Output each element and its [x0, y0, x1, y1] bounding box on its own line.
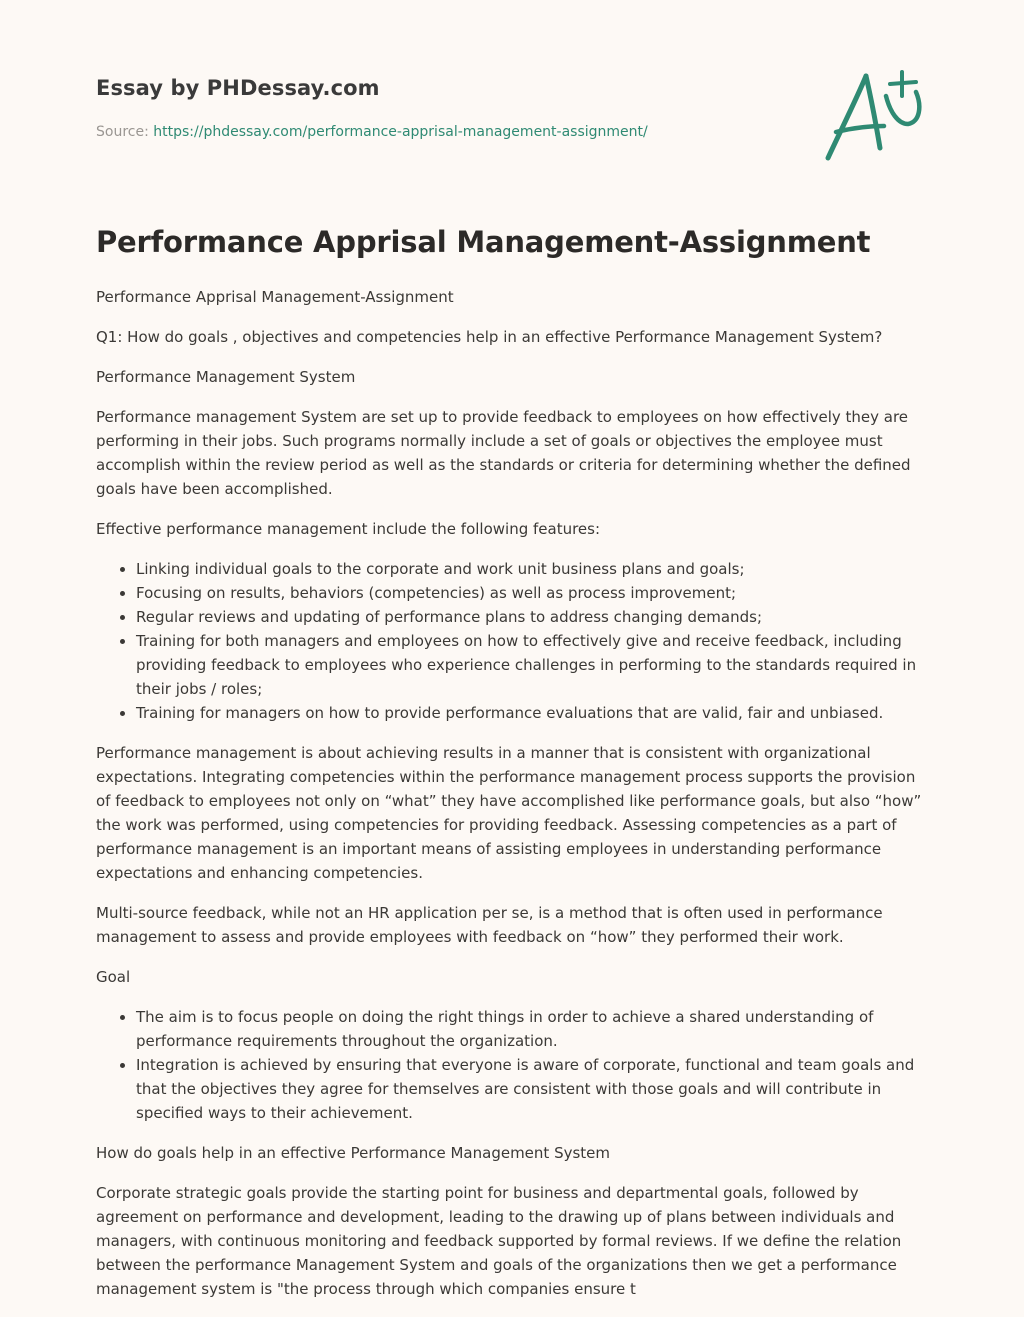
question-heading: Q1: How do goals , objectives and competencies help in an effective Performance Management System? — [96, 328, 883, 346]
section-heading: How do goals help in an effective Performance Management System — [96, 1144, 610, 1162]
paragraph: Performance management System are set up to provide feedback to employees on how effectively they are performing in their jobs. Such programs normally include a set of goals or objectives the employee must accomplish within the review period as well as the standards or criteria for determining whether the defined goals have been accomplished. — [96, 408, 911, 498]
source-link[interactable]: https://phdessay.com/performance-apprisal-management-assignment/ — [153, 124, 648, 140]
list-item: • Linking individual goals to the corporate and work unit business plans and goals; — [136, 557, 934, 581]
source-label: Source: — [96, 124, 149, 140]
essay-content — [96, 285, 934, 1317]
paragraph: Effective performance management include the following features: — [96, 520, 601, 538]
list-item: • Training for managers on how to provide performance evaluations that are valid, fair and unbiased. — [136, 701, 934, 725]
paragraph: Multi-source feedback, while not an HR application per se, is a method that is often used in performance management to assess and provide employees with feedback on “how” they performed their work. — [96, 904, 883, 946]
goal-list — [96, 1005, 934, 1125]
features-list — [96, 557, 934, 725]
site-brand: Essay by PHDessay.com — [96, 76, 380, 100]
list-item: • The aim is to focus people on doing the right things in order to achieve a shared understanding of performance requirements throughout the organization. — [136, 1005, 934, 1053]
list-item: • Integration is achieved by ensuring that everyone is aware of corporate, functional and team goals and that the objectives they agree for themselves are consistent with those goals and will contribute in specified ways to their achievement. — [136, 1053, 934, 1125]
paragraph: Performance management is about achieving results in a manner that is consistent with organizational expectations. Integrating competencies within the performance management process supports the provision of feedback to employees not only on “what” they have accomplished like performance goals, but also “how” the work was performed, using competencies for providing feedback. Assessing competencies as a part of performance management is an important means of assisting employees in understanding performance expectations and enhancing competencies. — [96, 744, 922, 882]
list-item: • Focusing on results, behaviors (competencies) as well as process improvement; — [136, 581, 934, 605]
list-item: • Training for both managers and employees on how to effectively give and receive feedback, including providing feedback to employees who experience challenges in performing to the standards required in their jobs / roles; — [136, 629, 934, 701]
source-line — [96, 124, 648, 140]
list-item: • Regular reviews and updating of performance plans to address changing demands; — [136, 605, 934, 629]
paragraph: Corporate strategic goals provide the starting point for business and departmental goals, followed by agreement on performance and development, leading to the drawing up of plans between individuals and managers, with continuous monitoring and feedback supported by formal reviews. If we define the relation between the performance Management System and goals of the organizations then we get a performance management system is "the process through which companies ensure t — [96, 1184, 902, 1298]
essay-subtitle: Performance Apprisal Management-Assignment — [96, 288, 454, 306]
section-heading: Goal — [96, 968, 131, 986]
page-title: Performance Apprisal Management-Assignment — [96, 225, 871, 259]
section-heading: Performance Management System — [96, 368, 356, 386]
a-plus-logo-icon — [818, 66, 930, 166]
